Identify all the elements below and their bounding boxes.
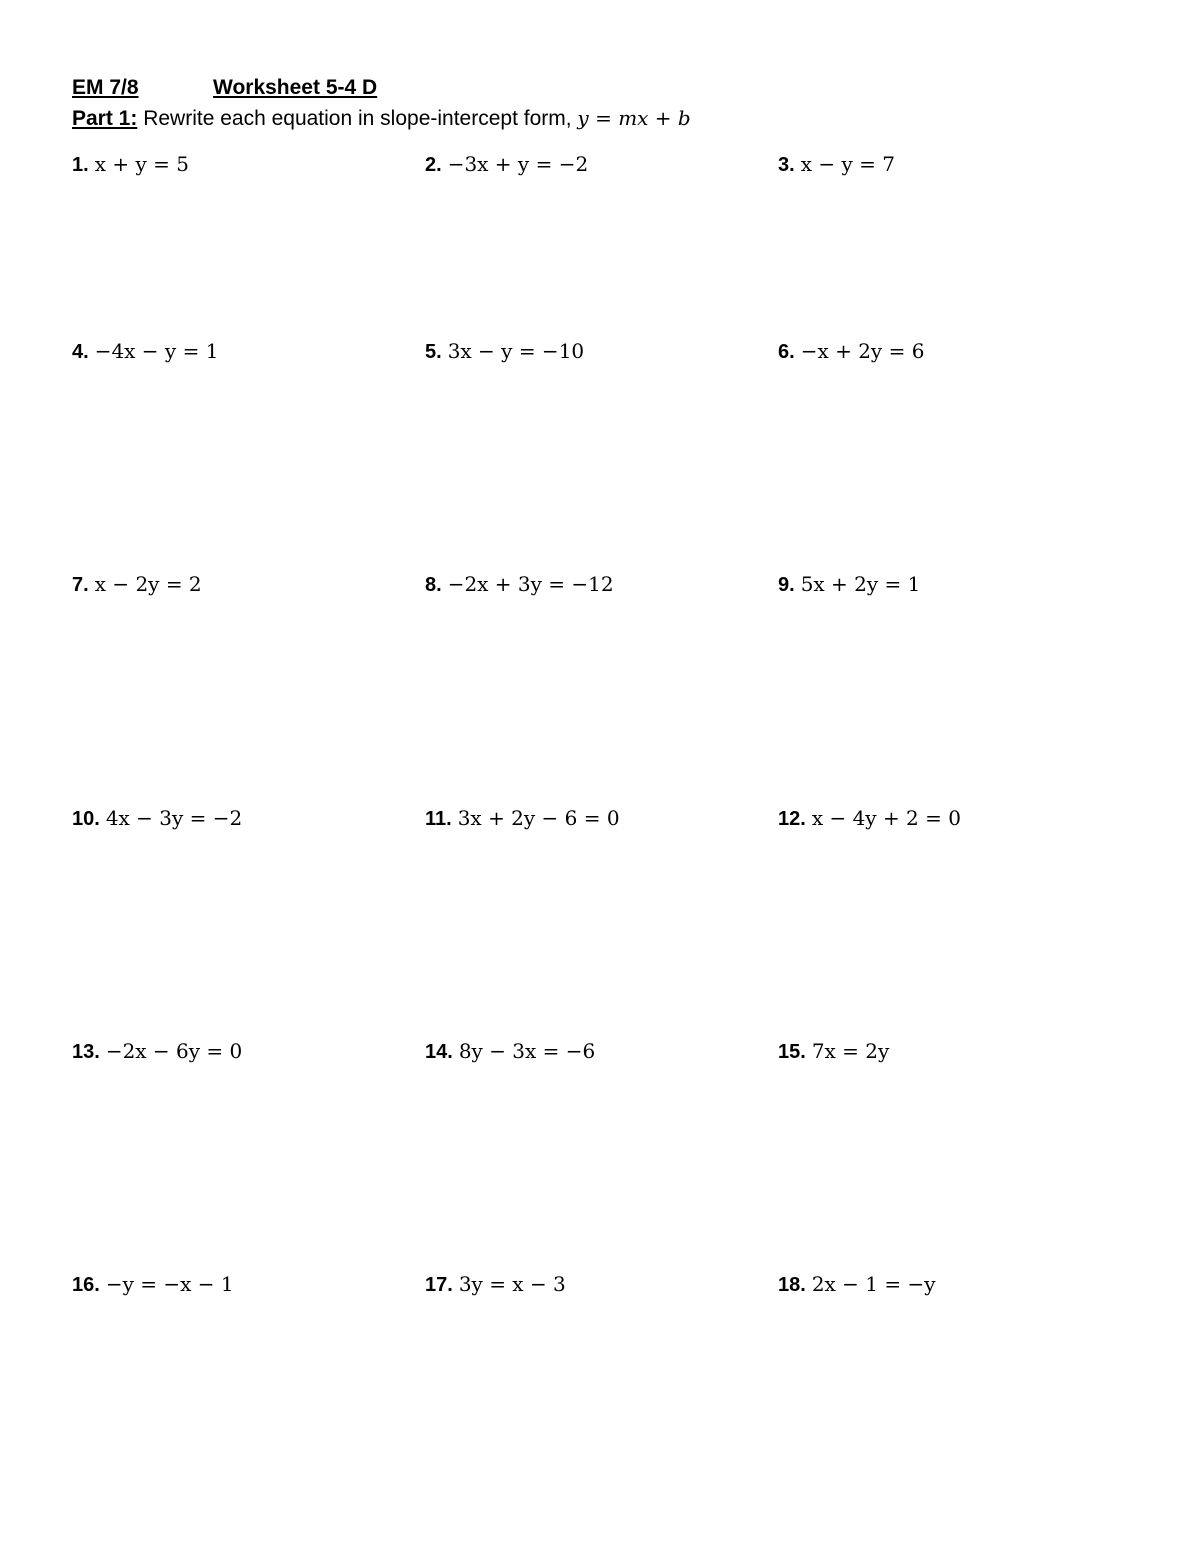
problem-number: 9. — [778, 574, 795, 596]
problem-equation: 3y = x − 3 — [458, 1272, 566, 1296]
problem-equation: 8y − 3x = −6 — [458, 1039, 596, 1063]
problem-2 — [425, 150, 588, 181]
problem-equation: −3x + y = −2 — [447, 152, 589, 176]
problem-number: 4. — [72, 341, 89, 363]
problem-15 — [778, 1037, 889, 1068]
part-label: Part 1: — [72, 107, 138, 130]
problem-16 — [72, 1270, 234, 1301]
slope-intercept-form: y = mx + b — [577, 106, 691, 130]
problem-equation: x − 2y = 2 — [94, 572, 202, 596]
problem-equation: −4x − y = 1 — [94, 339, 219, 363]
problem-number: 10. — [72, 808, 100, 830]
problem-number: 18. — [778, 1274, 806, 1296]
problem-10 — [72, 804, 242, 835]
problem-number: 15. — [778, 1041, 806, 1063]
problem-number: 8. — [425, 574, 442, 596]
problem-number: 17. — [425, 1274, 453, 1296]
problem-7 — [72, 570, 202, 601]
problem-equation: 3x − y = −10 — [447, 339, 585, 363]
worksheet-header — [72, 74, 378, 102]
problem-number: 14. — [425, 1041, 453, 1063]
problem-12 — [778, 804, 961, 835]
problem-number: 3. — [778, 154, 795, 176]
problem-equation: 5x + 2y = 1 — [800, 572, 921, 596]
problem-9 — [778, 570, 920, 601]
problem-equation: 4x − 3y = −2 — [105, 806, 243, 830]
problem-1 — [72, 150, 189, 181]
problem-number: 16. — [72, 1274, 100, 1296]
problem-3 — [778, 150, 895, 181]
problem-equation: x + y = 5 — [94, 152, 189, 176]
course-label: EM 7/8 — [72, 76, 139, 99]
problem-equation: −y = −x − 1 — [105, 1272, 234, 1296]
problem-4 — [72, 337, 218, 368]
problem-number: 11. — [425, 808, 452, 830]
problem-5 — [425, 337, 584, 368]
problem-8 — [425, 570, 614, 601]
problem-17 — [425, 1270, 566, 1301]
problem-6 — [778, 337, 924, 368]
problem-equation: 3x + 2y − 6 = 0 — [457, 806, 620, 830]
problem-number: 5. — [425, 341, 442, 363]
problem-number: 7. — [72, 574, 89, 596]
problem-equation: x − y = 7 — [800, 152, 895, 176]
problem-equation: −x + 2y = 6 — [800, 339, 925, 363]
problem-number: 1. — [72, 154, 89, 176]
part-1-instructions — [72, 104, 691, 133]
worksheet-title: Worksheet 5-4 D — [213, 76, 378, 99]
problem-equation: −2x + 3y = −12 — [447, 572, 614, 596]
problem-number: 2. — [425, 154, 442, 176]
instructions-text: Rewrite each equation in slope-intercept form, — [137, 107, 578, 130]
problem-equation: x − 4y + 2 = 0 — [811, 806, 961, 830]
problem-equation: 7x = 2y — [811, 1039, 890, 1063]
problem-equation: −2x − 6y = 0 — [105, 1039, 243, 1063]
problem-11 — [425, 804, 620, 835]
problem-number: 13. — [72, 1041, 100, 1063]
problem-equation: 2x − 1 = −y — [811, 1272, 936, 1296]
problem-number: 12. — [778, 808, 806, 830]
problem-number: 6. — [778, 341, 795, 363]
problem-18 — [778, 1270, 936, 1301]
problem-14 — [425, 1037, 595, 1068]
problem-13 — [72, 1037, 242, 1068]
